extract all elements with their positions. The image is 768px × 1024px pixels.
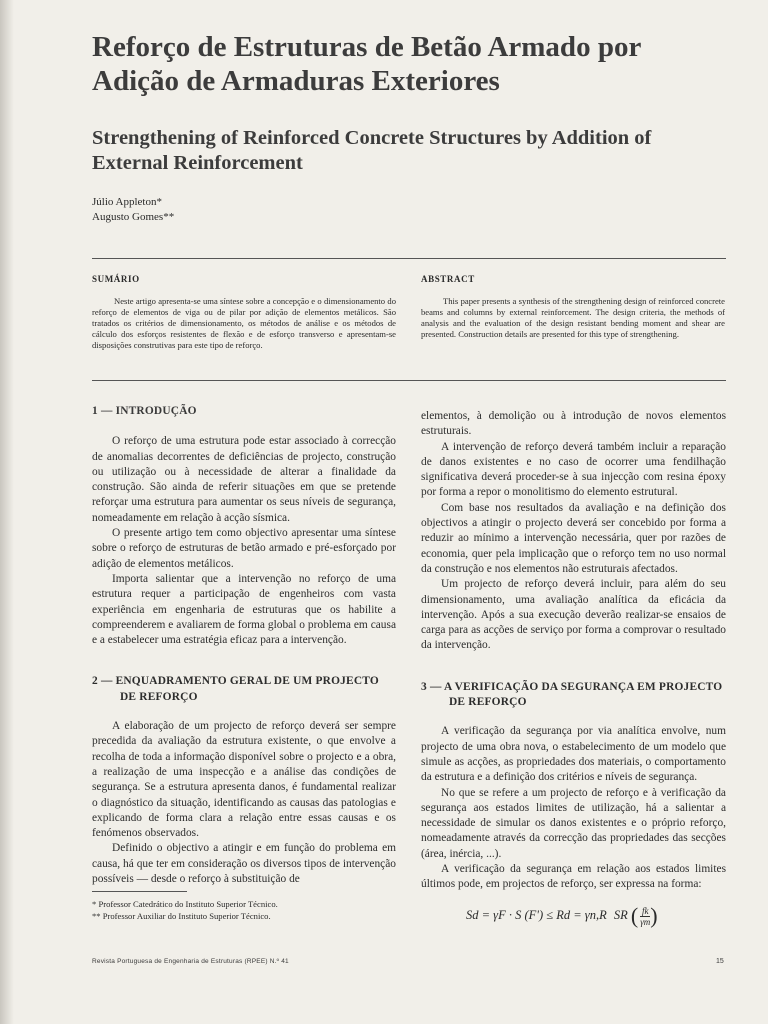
authors (92, 195, 174, 225)
intro-paragraph-2: O presente artigo tem como objectivo apresentar uma síntese sobre o reforço de estruturas de betão armado e pré-esforçado por adição de elementos metálicos. (92, 527, 396, 570)
title-pt-line-2: Adição de Armaduras Exteriores (92, 65, 500, 97)
left-column (92, 404, 396, 887)
continuation-paragraph: elementos, à demolição ou à introdução de novos elementos estruturais. (421, 410, 726, 438)
sumario-text: Neste artigo apresenta-se uma síntese sobre a concepção e o dimensionamento do reforço de elementos de viga ou de pilar por adição de elementos metálicos. São tratados os critérios de dimensionamento, os métodos de análise e os métodos de cálculo dos esforços resistentes de flexão e de esforço transverso e apresentam-se disposições construtivas para este tipo de reforço. (92, 296, 396, 350)
footer-journal: Revista Portuguesa de Engenharia de Estruturas (RPEE) N.º 41 (92, 958, 289, 965)
safety-formula: Sd = γF · S (F') ≤ Rd = γn,R SR ( $\frac{fk}{\gamma m}$ ) (466, 903, 658, 928)
right-column (421, 409, 726, 893)
formula-sr: SR (613, 907, 628, 922)
intro-paragraph-3: Importa salientar que a intervenção no reforço de uma estrutura requer a participação de engenheiros com vasta experiência em engenharia de estruturas que os habilite a compreenderem e avaliarem de forma global o problema em causa e a estabelecer uma estratégia eficaz para a intervenção. (92, 572, 396, 647)
formula-denominator: γm (640, 916, 651, 927)
author-1: Júlio Appleton* (92, 196, 162, 208)
verificacao-paragraph-2: No que se refere a um projecto de reforço e à verificação da segurança aos estados limites de utilização, há a salientar a necessidade de simular os danos existentes e o próprio reforço, nomeadamente através da correcção das propriedades das secções (área, inércia, ...). (421, 786, 726, 860)
author-2: Augusto Gomes** (92, 211, 175, 223)
title-en-line-2: External Reinforcement (92, 152, 303, 174)
abstract-text: This paper presents a synthesis of the strengthening design of reinforced concrete beams and columns by external reinforcement. The design criteria, the methods of analysis and the evaluation of the design resistant bending moment and shear are presented. Construction details are presented for this type of strengthening. (421, 296, 725, 339)
enquadramento-paragraph-1: A elaboração de um projecto de reforço deverá ser sempre precedida da avaliação da estrutura existente, o que envolve a recolha de toda a informação disponível sobre o projecto e a obra, a realização de uma inspecção e a análise das condições de segurança. Se a estrutura apresenta danos, é fundamental realizar o diagnóstico da situação, identificando as causas das patologias e explicando de forma clara a relação entre essas causas e os fenómenos observados. (92, 720, 396, 840)
base-resultados-paragraph: Com base nos resultados da avaliação e na definição dos objectivos a atingir o projecto deverá ser concebido por forma a reduzir ao mínimo a intervenção necessária, quer por razões de economia, quer pela implicação que o reforço tem no uso normal da construção e nos elementos não estruturais afectados. (421, 501, 726, 575)
rule-top (92, 258, 726, 259)
footnote-2: ** Professor Auxiliar do Instituto Superior Técnico. (92, 911, 271, 921)
scan-edge-shadow (0, 0, 14, 1024)
title-portuguese (92, 30, 742, 98)
heading-verificacao: 3 — A VERIFICAÇÃO DA SEGURANÇA EM PROJECTO DE REFORÇO (421, 680, 723, 709)
rule-middle (92, 380, 726, 381)
intervencao-paragraph: A intervenção de reforço deverá também incluir a reparação de danos existentes e no caso de ocorrer uma fendilhação significativa deverá proceder-se à sua injecção com resina époxy por forma a repor o monolitismo do elemento estrutural. (421, 440, 726, 499)
formula-lhs: Sd = γF · S (F') ≤ Rd = γn,R (466, 907, 607, 922)
title-pt-line-1: Reforço de Estruturas de Betão Armado por (92, 31, 642, 63)
title-en-line-1: Strengthening of Reinforced Concrete Structures by Addition of (92, 127, 652, 149)
heading-enquadramento: 2 — ENQUADRAMENTO GERAL DE UM PROJECTO DE REFORÇO (92, 675, 379, 703)
enquadramento-paragraph-2: Definido o objectivo a atingir e em função do problema em causa, há que ter em consideração os diversos tipos de intervenção possíveis — desde o reforço à substituição de (92, 842, 396, 886)
verificacao-paragraph-1: A verificação da segurança por via analítica envolve, num projecto de uma obra nova, o estabelecimento de um modelo que simule as acções, as propriedades dos materiais, o comportamento da estrutura e a definição dos critérios e níveis de segurança. (421, 725, 726, 784)
footnote-rule (92, 891, 187, 892)
title-english (92, 126, 742, 176)
projecto-reforco-paragraph: Um projecto de reforço deverá incluir, para além do seu dimensionamento, uma avaliação analítica da eficácia da intervenção. Após a sua execução deverão realizar-se ensaios de carga para as acções de serviço por forma a comprovar o resultado da intervenção. (421, 578, 726, 652)
sumario-label: SUMÁRIO (92, 274, 140, 284)
page-number: 15 (716, 958, 724, 965)
heading-introducao: 1 — INTRODUÇÃO (92, 405, 197, 417)
formula-fraction (640, 906, 650, 927)
footnotes (92, 898, 402, 922)
verificacao-paragraph-3: A verificação da segurança em relação aos estados limites últimos pode, em projectos de reforço, ser expressa na forma: (421, 863, 726, 891)
formula-numerator: fk (641, 905, 649, 916)
abstract-label: ABSTRACT (421, 274, 475, 284)
footnote-1: * Professor Catedrático do Instituto Superior Técnico. (92, 899, 278, 909)
intro-paragraph-1: O reforço de uma estrutura pode estar associado à correcção de anomalias decorrentes de deficiências de projecto, construção ou utilização ou à necessidade de alterar a finalidade da construção. São ainda de referir situações em que se pretende reforçar uma estrutura para aumentar os seus níveis de segurança, nomeadamente em relação à acção sísmica. (92, 435, 396, 524)
